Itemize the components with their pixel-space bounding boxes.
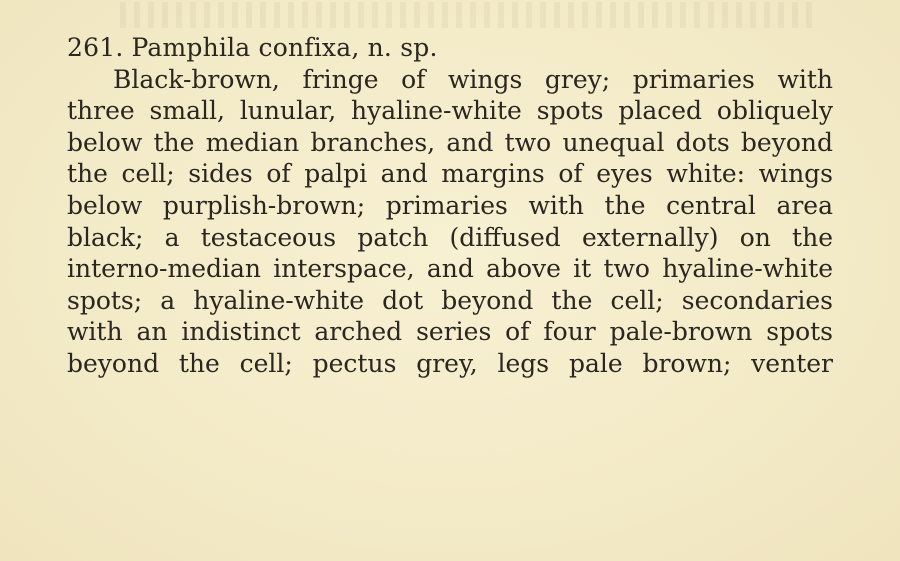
description-line: Black-brown, fringe of wings grey; primaries with xyxy=(113,64,833,94)
species-entry xyxy=(67,32,833,380)
description-line: interno-median interspace, and above it two hyaline-white xyxy=(67,254,833,284)
entry-number: 261. xyxy=(67,33,124,62)
description-line: with an indistinct arched series of four pale-brown spots xyxy=(67,317,833,347)
description-line: spots; a hyaline-white dot beyond the cell; secondaries xyxy=(67,285,833,315)
entry-title: Pamphila confixa, n. sp. xyxy=(131,33,438,62)
description-line: below purplish-brown; primaries with the central area xyxy=(67,190,833,220)
bleed-through-text xyxy=(120,2,820,28)
description-line: black; a testaceous patch (diffused externally) on the xyxy=(67,222,833,252)
description-line: beyond the cell; pectus grey, legs pale brown; venter xyxy=(67,348,833,378)
description-line: the cell; sides of palpi and margins of eyes white: wings xyxy=(67,159,833,189)
entry-heading xyxy=(67,32,833,64)
description-line: below the median branches, and two unequal dots beyond xyxy=(67,127,833,157)
description-line: three small, lunular, hyaline-white spots placed obliquely xyxy=(67,96,833,126)
